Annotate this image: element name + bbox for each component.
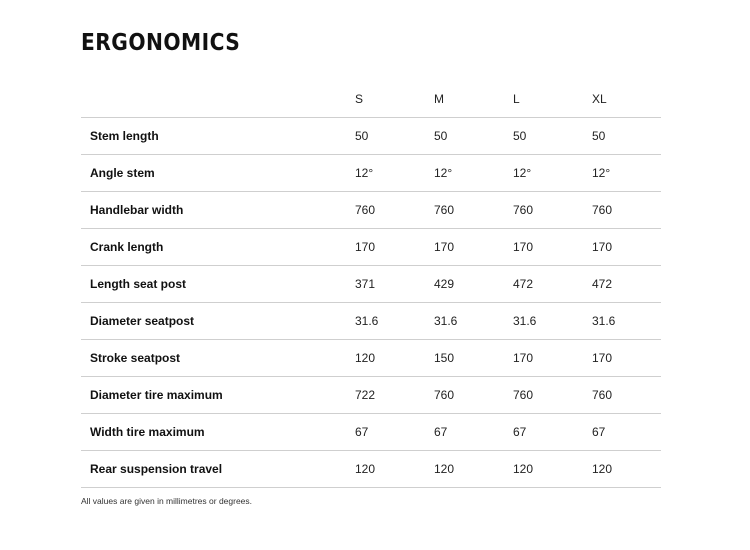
column-header-m: M [425,80,504,118]
row-label: Rear suspension travel [81,451,346,488]
table-cell: 50 [425,118,504,155]
table-cell: 150 [425,340,504,377]
table-row-length-seat-post [81,266,661,303]
row-label: Width tire maximum [81,414,346,451]
table-row-handlebar-width [81,192,661,229]
table-cell: 760 [504,192,583,229]
column-header-s: S [346,80,425,118]
table-cell: 722 [346,377,425,414]
table-row-stroke-seatpost [81,340,661,377]
row-label: Diameter tire maximum [81,377,346,414]
table-cell: 170 [583,340,661,377]
table-cell: 170 [504,340,583,377]
table-row-crank-length [81,229,661,266]
table-cell: 67 [504,414,583,451]
table-cell: 170 [425,229,504,266]
table-cell: 120 [425,451,504,488]
table-cell: 371 [346,266,425,303]
table-cell: 67 [425,414,504,451]
table-cell: 31.6 [504,303,583,340]
table-cell: 31.6 [583,303,661,340]
ergonomics-table [81,80,661,488]
table-cell: 12° [346,155,425,192]
table-cell: 170 [583,229,661,266]
row-label: Diameter seatpost [81,303,346,340]
table-cell: 31.6 [425,303,504,340]
table-cell: 472 [583,266,661,303]
column-header-xl: XL [583,80,661,118]
table-row-stem-length [81,118,661,155]
table-cell: 31.6 [346,303,425,340]
table-row-diameter-tire-maximum [81,377,661,414]
table-cell: 760 [583,377,661,414]
table-cell: 12° [425,155,504,192]
table-cell: 429 [425,266,504,303]
table-cell: 760 [425,192,504,229]
table-cell: 760 [583,192,661,229]
table-cell: 120 [346,451,425,488]
table-cell: 760 [346,192,425,229]
table-row-angle-stem [81,155,661,192]
table-row-width-tire-maximum [81,414,661,451]
row-label: Crank length [81,229,346,266]
header-spacer [81,80,346,118]
row-label: Stem length [81,118,346,155]
table-cell: 12° [583,155,661,192]
table-cell: 50 [346,118,425,155]
row-label: Length seat post [81,266,346,303]
table-cell: 50 [583,118,661,155]
table-header-row [81,80,661,118]
row-label: Angle stem [81,155,346,192]
table-cell: 120 [504,451,583,488]
table-cell: 67 [346,414,425,451]
table-cell: 760 [504,377,583,414]
table-cell: 760 [425,377,504,414]
footnote: All values are given in millimetres or degrees. [81,496,253,506]
page-title: ERGONOMICS [81,30,241,56]
table-cell: 50 [504,118,583,155]
table-cell: 170 [504,229,583,266]
table-row-diameter-seatpost [81,303,661,340]
table-cell: 120 [583,451,661,488]
table-cell: 12° [504,155,583,192]
table-cell: 120 [346,340,425,377]
table-row-rear-suspension-travel [81,451,661,488]
column-header-l: L [504,80,583,118]
table-cell: 170 [346,229,425,266]
row-label: Handlebar width [81,192,346,229]
row-label: Stroke seatpost [81,340,346,377]
table-cell: 472 [504,266,583,303]
table-cell: 67 [583,414,661,451]
